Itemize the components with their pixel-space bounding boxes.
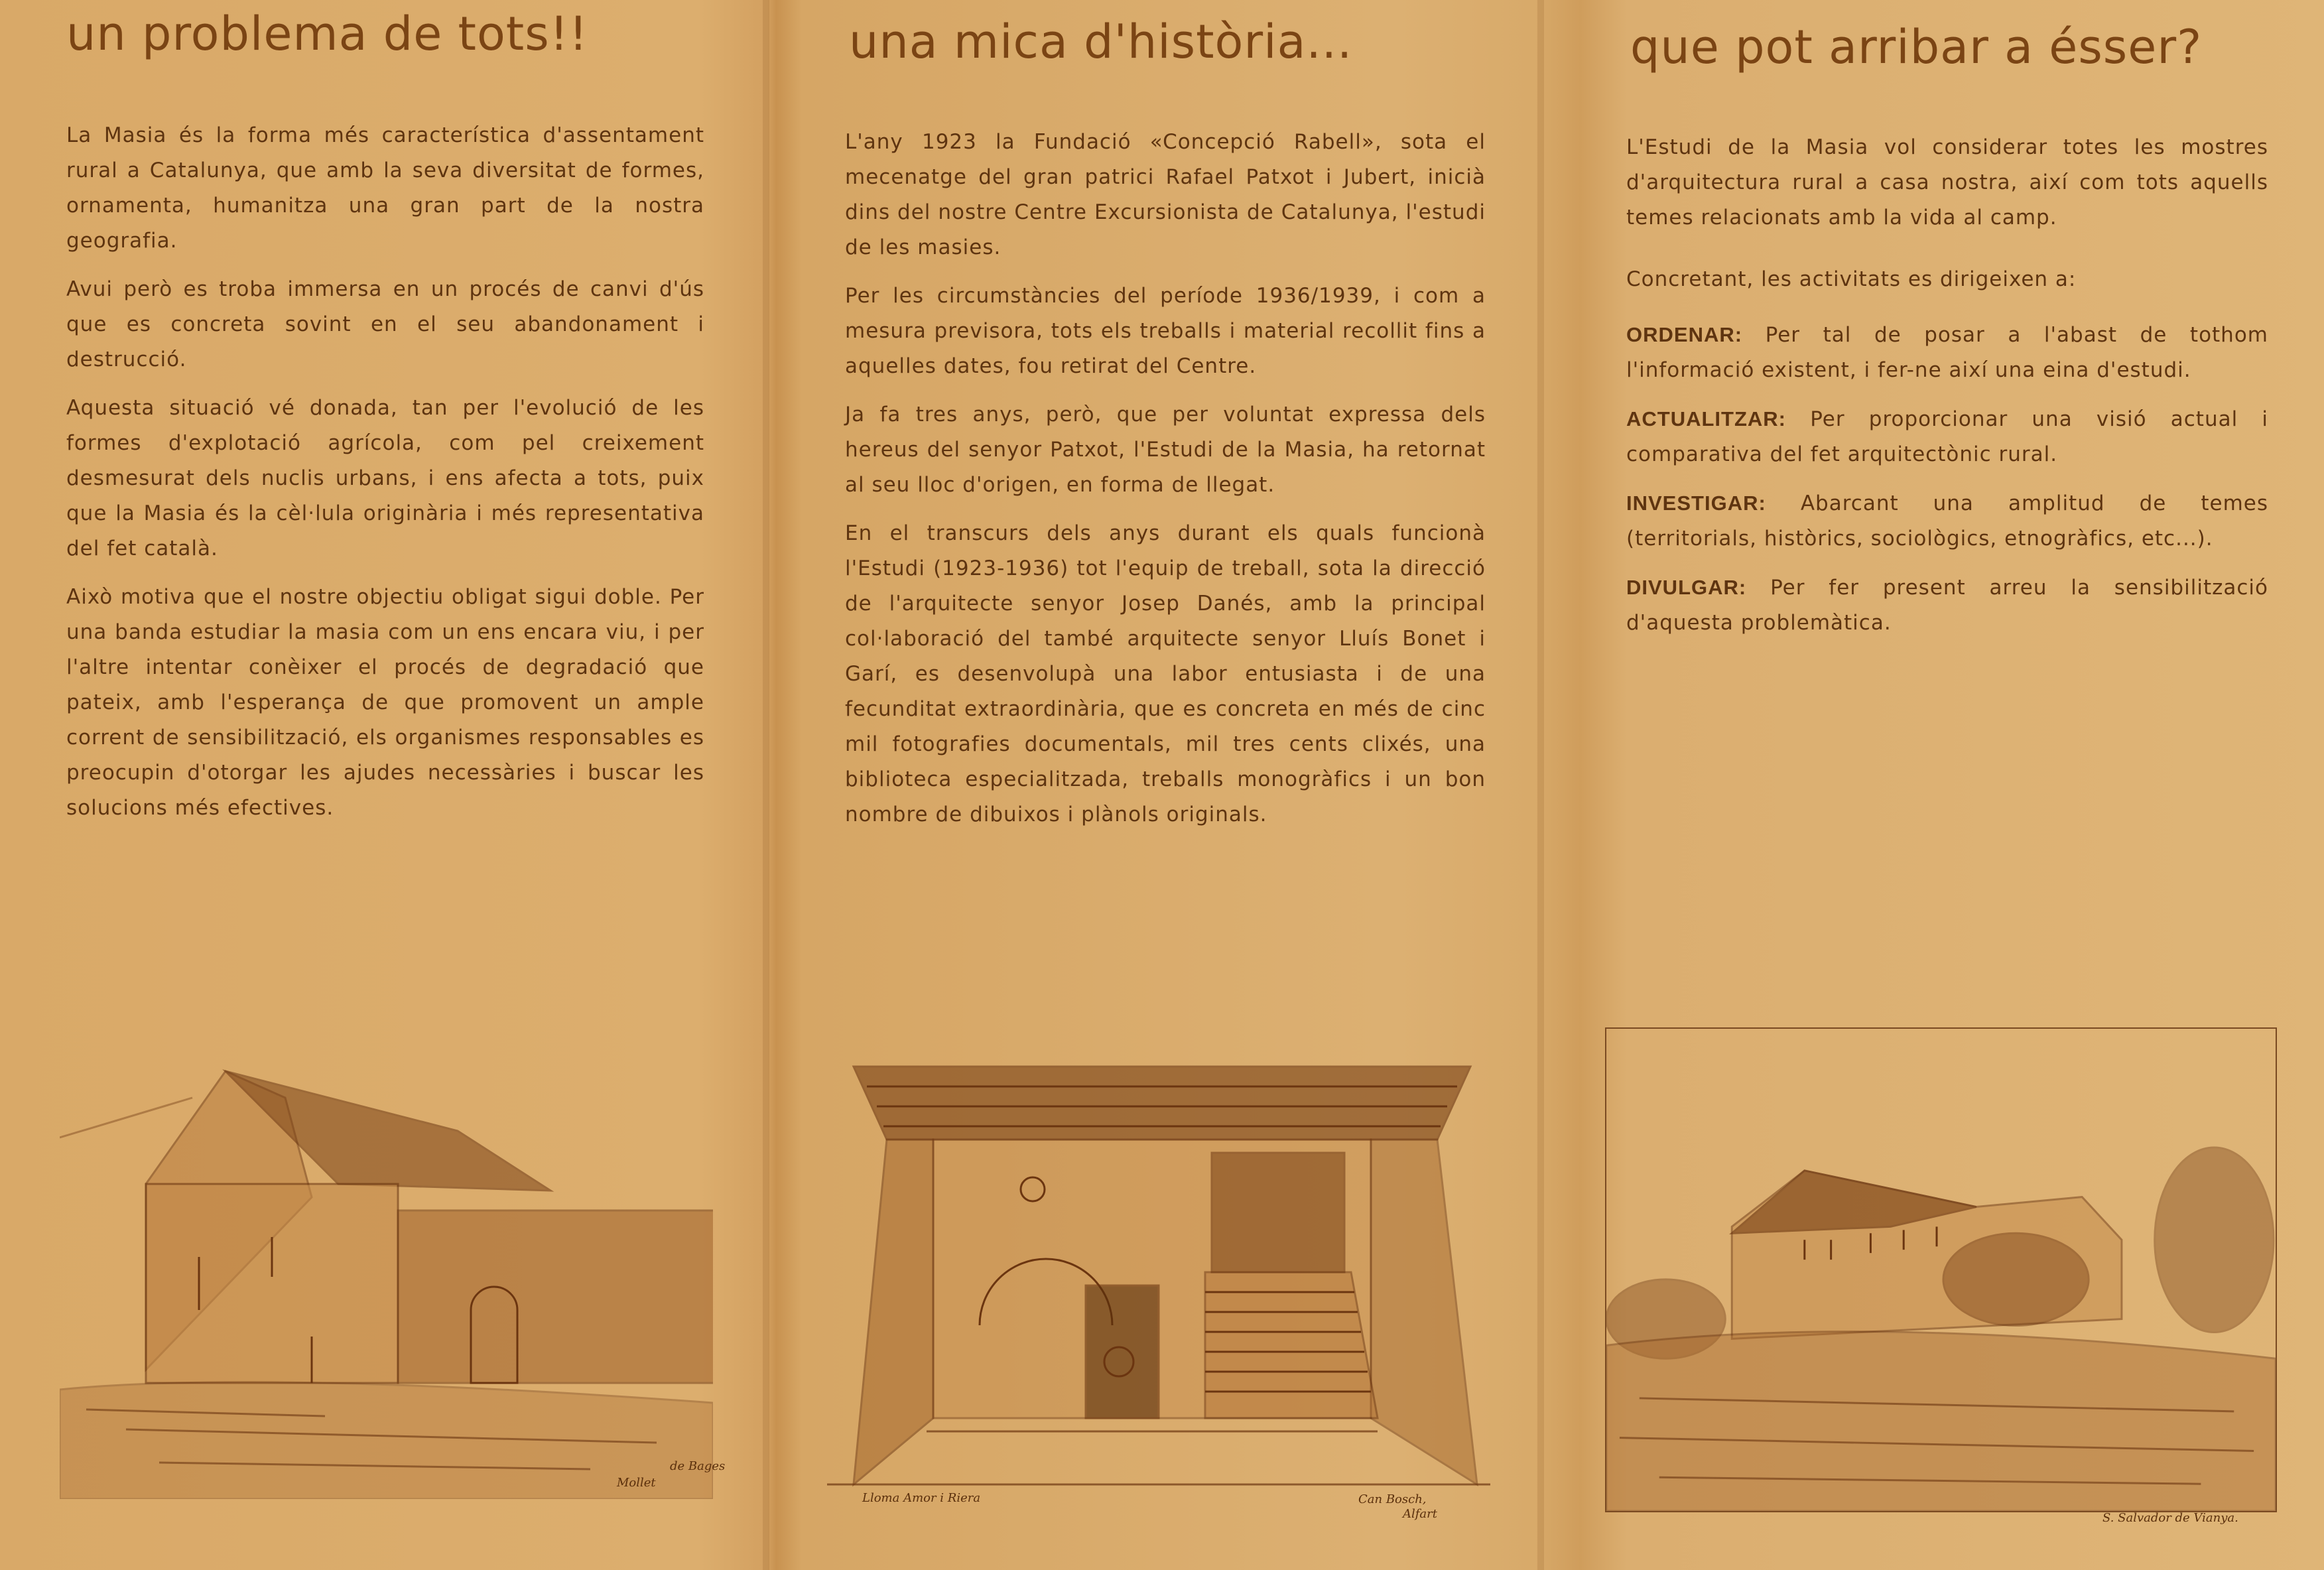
activity-text: Per fer present arreu la sensibilització d'aquesta problemàtica. — [1626, 576, 2268, 635]
activity-text: Per proporcionar una visió actual i comparativa del fet arquitectònic rural. — [1626, 407, 2268, 466]
masia-illustration-hillside — [1605, 1027, 2277, 1512]
paragraph: Aquesta situació vé donada, tan per l'evolució de les formes d'explotació agrícola, com pel creixement desmesurat dels nuclis urbans, i ens afecta a tots, puix que la Masia és la cèl·lula originària i més representativa del fet català. — [66, 396, 704, 560]
illustration-caption: Mollet — [617, 1476, 656, 1490]
illustration-caption: Alfart — [1403, 1507, 1437, 1521]
page-fold — [763, 0, 769, 1570]
panel-2-body — [845, 125, 1486, 846]
masia-illustration-exterior — [60, 1058, 713, 1499]
activity-label: DIVULGAR: — [1626, 576, 1747, 599]
activity-label: ORDENAR: — [1626, 323, 1743, 346]
paragraph: La Masia és la forma més característica d'assentament rural a Catalunya, que amb la seva diversitat de formes, ornamenta, humanitza una gran part de la nostra geografia. — [66, 123, 704, 253]
activity-ordenar — [1626, 317, 2268, 388]
activity-divulgar — [1626, 570, 2268, 641]
activity-label: INVESTIGAR: — [1626, 491, 1766, 515]
masia-illustration-interior — [827, 1060, 1490, 1498]
activity-actualitzar — [1626, 401, 2268, 472]
activity-investigar — [1626, 486, 2268, 556]
paragraph: Ja fa tres anys, però, que per voluntat expressa dels hereus del senyor Patxot, l'Estudi de la Masia, ha retornat al seu lloc d'origen, en forma de llegat. — [845, 403, 1486, 497]
paragraph: Concretant, les activitats es dirigeixen a: — [1626, 267, 2077, 291]
paragraph: L'Estudi de la Masia vol considerar totes les mostres d'arquitectura rural a casa nostra, així com tots aquells temes relacionats amb la vida al camp. — [1626, 135, 2268, 229]
activity-text: Abarcant una amplitud de temes (territorials, històrics, sociològics, etnogràfics, etc...). — [1626, 491, 2268, 551]
activity-text: Per tal de posar a l'abast de tothom l'informació existent, i fer-ne així una eina d'estudi. — [1626, 323, 2268, 382]
panel-3-title: que pot arribar a ésser? — [1630, 20, 2203, 74]
illustration-caption: Can Bosch, — [1358, 1492, 1427, 1506]
paragraph: Per les circumstàncies del període 1936/1939, i com a mesura previsora, tots els treballs i material recollit fins a aquelles dates, fou retirat del Centre. — [845, 284, 1486, 378]
panel-2-title: una mica d'història... — [849, 15, 1353, 69]
page-fold — [1537, 0, 1544, 1570]
activity-label: ACTUALITZAR: — [1626, 407, 1787, 430]
illustration-caption: Lloma Amor i Riera — [862, 1491, 981, 1505]
panel-1-title: un problema de tots!! — [66, 7, 588, 61]
paragraph: L'any 1923 la Fundació «Concepció Rabell», sota el mecenatge del gran patrici Rafael Patxot i Jubert, inicià dins del nostre Centre Excursionista de Catalunya, l'estudi de les masies. — [845, 130, 1486, 259]
paragraph: En el transcurs dels anys durant els quals funcionà l'Estudi (1923-1936) tot l'equip de treball, sota la direcció de l'arquitecte senyor Josep Danés, amb la principal col·laboració del també arquitecte senyor Lluís Bonet i Garí, es desenvolupà una labor entusiasta i de una fecunditat extraordinària, que es concreta en més de cinc mil fotografies documentals, mil tres cents clixés, una biblioteca especialitzada, treballs monogràfics i un bon nombre de dibuixos i plànols originals. — [845, 521, 1486, 826]
illustration-caption: S. Salvador de Vianya. — [2102, 1511, 2238, 1525]
panel-3-body — [1626, 130, 2268, 654]
paragraph: Això motiva que el nostre objectiu obligat sigui doble. Per una banda estudiar la masia com un ens encara viu, i per l'altre intentar conèixer el procés de degradació que pateix, amb l'esperança de que promovent un ample corrent de sensibilització, els organismes responsables es preocupin d'otorgar les ajudes necessàries i buscar les solucions més efectives. — [66, 585, 704, 820]
paragraph: Avui però es troba immersa en un procés de canvi d'ús que es concreta sovint en el seu abandonament i destrucció. — [66, 277, 704, 371]
panel-1-body — [66, 118, 704, 839]
illustration-caption: de Bages — [670, 1459, 726, 1473]
